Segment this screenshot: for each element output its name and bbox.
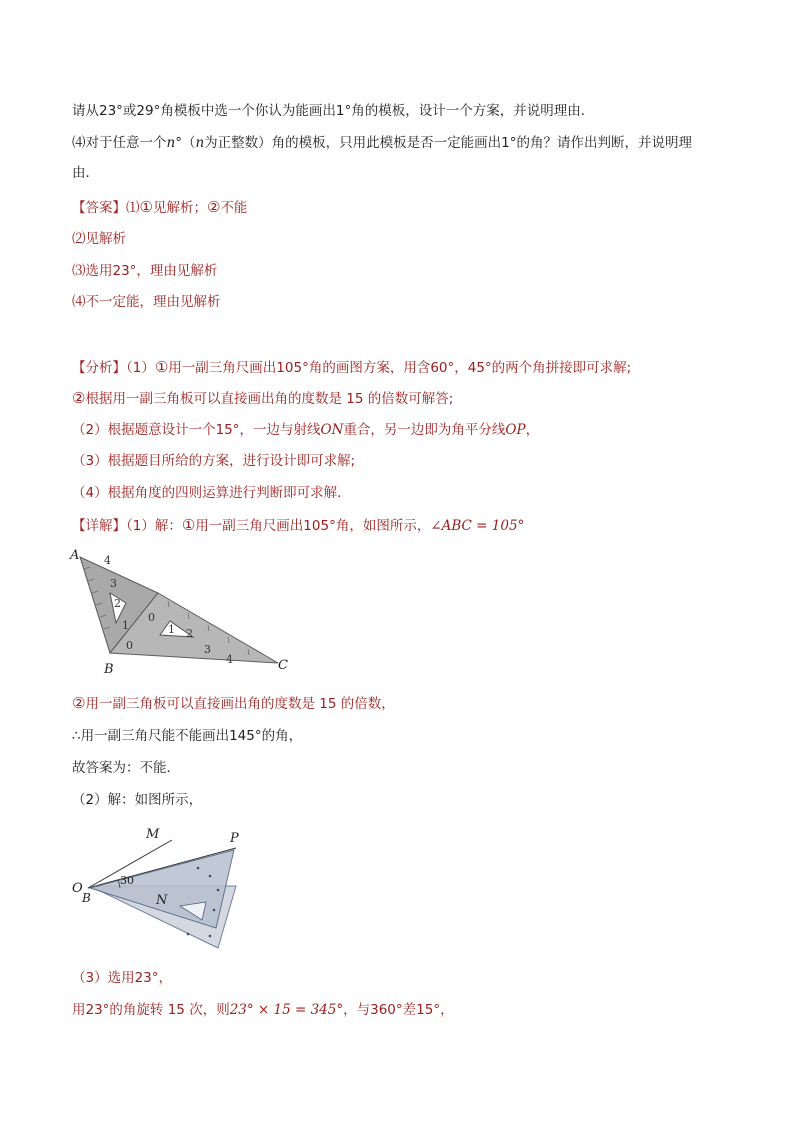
- ruler-tick-label: 4: [104, 554, 111, 567]
- analysis-line-2: ②根据用一副三角板可以直接画出角的度数是 15 的倍数可解答;: [72, 389, 454, 407]
- ruler-tick-label: 2: [186, 627, 193, 640]
- detail-line-4: 故答案为：不能．: [72, 760, 180, 776]
- analysis-line-4: （3）根据题目所给的方案，进行设计即可求解;: [72, 453, 356, 469]
- answer-line-1: 【答案】⑴①见解析；②不能: [72, 198, 248, 216]
- rotation-equation: 23° × 15 = 345°: [229, 1002, 344, 1018]
- label-30: 30: [120, 874, 134, 887]
- ruler-tick-label: 3: [110, 577, 117, 590]
- detail-tag: 【详解】: [72, 518, 126, 534]
- answer-line-4: ⑷不一定能，理由见解析: [72, 294, 221, 310]
- answer-line-2: ⑵见解析: [72, 231, 126, 247]
- label-n: N: [156, 893, 168, 908]
- ruler-tick-label: 4: [226, 653, 233, 666]
- label-b: B: [82, 891, 91, 905]
- label-m: M: [146, 827, 160, 842]
- detail-line-1: 【详解】（1）解：①用一副三角尺画出105°角，如图所示，∠ABC = 105°: [72, 516, 525, 534]
- ruler-tick-label: 1: [122, 619, 129, 632]
- question-4-text: ⑷对于任意一个n°（n为正整数）角的模板，只用此模板是否一定能画出1°的角？请作出判断，并说明理: [72, 135, 692, 151]
- ruler-tick-label: 0: [148, 611, 155, 624]
- answer-line-3: ⑶选用23°，理由见解析: [72, 263, 218, 279]
- label-o: O: [72, 881, 83, 896]
- label-b: B: [104, 662, 114, 677]
- label-c: C: [278, 658, 288, 673]
- question-4-number: ⑷: [72, 135, 86, 151]
- detail-line-5: （2）解：如图所示，: [72, 792, 203, 808]
- answer-tag: 【答案】: [72, 200, 126, 216]
- var-n: n: [166, 135, 176, 151]
- ruler-tick-label: 2: [114, 597, 121, 610]
- ruler-tick-label: 0: [126, 639, 133, 652]
- figure-angle-bisector: [68, 824, 258, 954]
- question-3-text: 请从23°或29°角模板中选一个你认为能画出1°角的模板，设计一个方案，并说明理由．: [72, 103, 595, 119]
- ray-on: ON: [320, 422, 344, 438]
- analysis-tag: 【分析】: [72, 360, 126, 376]
- figure-triangle-rulers-105: [68, 545, 298, 680]
- ruler-tick-label: 1: [168, 623, 175, 636]
- angle-abc-equation: ∠ABC = 105°: [430, 518, 525, 534]
- detail-line-2: ②用一副三角板可以直接画出角的度数是 15 的倍数，: [72, 694, 395, 712]
- detail-line-7: 用23°的角旋转 15 次，则23° × 15 = 345°，与360°差15°，: [72, 1002, 454, 1018]
- ray-op: OP: [505, 422, 526, 438]
- analysis-line-3: （2）根据题意设计一个15°，一边与射线ON重合，另一边即为角平分线OP，: [72, 422, 540, 438]
- label-a: A: [70, 548, 80, 563]
- question-4-continuation: 由．: [72, 165, 99, 181]
- detail-line-3: ∴用一副三角尺能不能画出145°的角，: [72, 728, 303, 744]
- detail-line-6: （3）选用23°，: [72, 970, 173, 986]
- ruler-tick-label: 3: [204, 643, 211, 656]
- analysis-line-1: 【分析】（1）①用一副三角尺画出105°角的画图方案，用含60°，45°的两个角拼接即可求解;: [72, 358, 632, 376]
- analysis-line-5: （4）根据角度的四则运算进行判断即可求解．: [72, 485, 351, 501]
- label-p: P: [230, 831, 239, 846]
